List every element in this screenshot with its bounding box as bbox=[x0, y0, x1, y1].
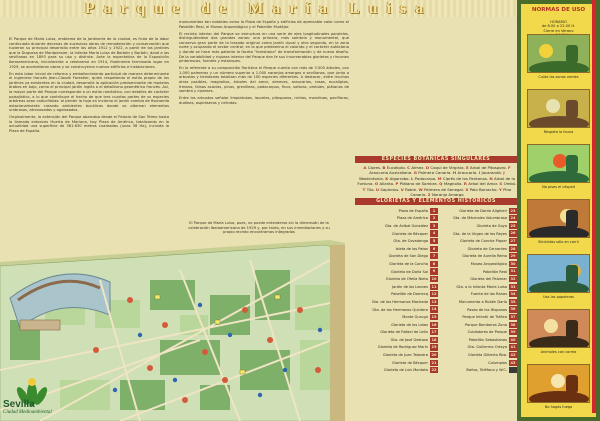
garden-number-badge: 6 bbox=[430, 246, 438, 252]
sidebar-panel bbox=[521, 4, 596, 417]
garden-name: Glorieta de Goya bbox=[476, 223, 507, 228]
sidebar-title: NORMAS DE USO bbox=[531, 7, 586, 13]
species-item bbox=[407, 165, 426, 170]
garden-number-badge: 37 bbox=[510, 315, 516, 320]
species-name: Arbol de Pitosporo. bbox=[470, 165, 508, 170]
table-row bbox=[359, 306, 517, 314]
table-row bbox=[359, 283, 517, 291]
garden-entry bbox=[438, 268, 517, 274]
species-letter: E bbox=[466, 165, 471, 170]
species-name: Sapindus. bbox=[380, 186, 401, 192]
species-item bbox=[439, 181, 464, 186]
garden-entry bbox=[438, 314, 517, 320]
rule-illustration bbox=[527, 34, 590, 73]
rule-caption: Bicicletas sólo en carril bbox=[538, 240, 579, 244]
garden-number-badge: 43 bbox=[510, 360, 516, 365]
garden-name: Gta. a la Infanta María Luisa bbox=[456, 284, 507, 289]
garden-entry bbox=[359, 276, 438, 282]
sidebar-hours: HORARIO de 8.00 a 22.00 H. Cierre en Verano bbox=[541, 20, 576, 33]
garden-number-badge: 41 bbox=[510, 345, 516, 350]
garden-entry bbox=[438, 253, 517, 259]
garden-entry bbox=[359, 352, 438, 358]
species-item bbox=[464, 181, 500, 186]
table-row bbox=[359, 366, 517, 374]
garden-name: Glorieta de Cervantes bbox=[467, 246, 507, 251]
species-item bbox=[385, 176, 411, 181]
species-name: Eucalipto. bbox=[386, 165, 408, 170]
garden-number-badge: 14 bbox=[431, 307, 437, 312]
species-name: Ailanto. bbox=[379, 181, 396, 187]
garden-entry bbox=[438, 223, 517, 229]
species-letter: T bbox=[362, 186, 367, 192]
species-item bbox=[438, 176, 490, 181]
garden-number-badge: 30 bbox=[510, 261, 516, 266]
species-name: Roble. bbox=[405, 186, 419, 192]
garden-entry bbox=[359, 360, 438, 366]
logo-word: Sevilla bbox=[3, 399, 35, 410]
species-item bbox=[418, 187, 465, 192]
garden-name: Gta. de la Virgen de los Reyes bbox=[453, 231, 507, 236]
table-row bbox=[359, 291, 517, 299]
garden-name: Glorieta de San Diego bbox=[388, 254, 428, 259]
garden-number-badge: 27 bbox=[510, 239, 516, 244]
garden-entry bbox=[438, 284, 517, 290]
garden-number-badge: 32 bbox=[510, 277, 516, 282]
garden-name: Pabellón Real bbox=[482, 269, 507, 274]
species-name: Coquí de Virginia. bbox=[430, 165, 466, 170]
species-name: Washintonia. bbox=[358, 175, 386, 181]
species-letter: K bbox=[385, 175, 390, 181]
species-letter: P bbox=[395, 181, 400, 187]
table-row bbox=[359, 336, 517, 344]
rule-illustration bbox=[527, 254, 590, 293]
table-row bbox=[359, 298, 517, 306]
table-row bbox=[359, 245, 517, 253]
garden-entry bbox=[359, 306, 438, 312]
species-letter: B bbox=[382, 165, 387, 170]
garden-name: Gta. de José Gestoso bbox=[390, 337, 428, 342]
garden-name: Gta. de los Hermanos Quintero bbox=[372, 307, 428, 312]
species-name: Arbol de la Fortuna. bbox=[357, 175, 516, 187]
garden-name: Glorieta de Rodríguez Marín bbox=[377, 345, 428, 350]
table-row bbox=[359, 329, 517, 337]
garden-entry bbox=[438, 208, 517, 214]
paragraph: El Parque de María Luisa, emblema de la Jardinería de la ciudad, es fruto de la labor continuada durante decenas de sucesivas obras de remodelación y conservación que tuvieron su principal desarrollo entre los años 1912 y 1922, a partir de los jardines que la Duquesa de Montpensier, la Infanta María Luisa de Borbón y Borbón, donó a los sevillanos en 1893 para su uso y disfrute. Ante la expectativa de la Exposición Iberoamericana, inicialmente a celebrarse en 1914, finalmente terminada lugar en 1929, se acometieron obras y se construyeron nuevos edificios e instalaciones. bbox=[9, 37, 169, 69]
species-name: Araucaria. bbox=[457, 170, 479, 176]
garden-entry bbox=[359, 337, 438, 343]
garden-name: Baños, Teléfono y W.C. bbox=[466, 368, 507, 373]
garden-entry bbox=[359, 322, 438, 328]
garden-entry bbox=[438, 367, 517, 373]
garden-number-badge: 23 bbox=[510, 208, 516, 213]
garden-entry bbox=[438, 306, 517, 312]
rule-illustration bbox=[527, 199, 590, 238]
species-letter: R bbox=[463, 181, 469, 187]
table-row bbox=[359, 237, 517, 245]
paragraph: En esta labor inicial de reforma y embellecimiento participó de manera determinante el ingeniero francés Jean-Claude Forestier, quien respetando el estilo propio de los jardines ya existentes en la ciudad, desarrolló la aplicación predominante de modelos árabes en bajo, como el principal jardín inglés o el detallismo geométrico francés. Así, la mayor parte del Parque corresponde a un estilo romántico, con detalles de carácter paisajístico, a lo que contribuye el hecho de que tres cuartas partes de su especies arbóreas sean caducifolias: al perder la hoja en invierno el jardín cambia de fisonomía estacionalmente creando ambientes bucólicos donde se alternan elementos umbrosos, atronosados y agolosados. bbox=[9, 71, 169, 113]
table-row bbox=[359, 344, 517, 352]
garden-entry bbox=[359, 223, 438, 229]
intro-text: El Parque de María Luisa, pues, no puede entenderse sin la dimensión de la celebración Iberoamericana de 1929 y, por tanto, en sus inmediaciones y su propio recinto encontramos integrados bbox=[188, 221, 330, 235]
garden-number-badge: 26 bbox=[510, 231, 516, 236]
species-letter: L bbox=[410, 175, 415, 181]
garden-name: Plaza de América bbox=[396, 216, 428, 221]
garden-entry bbox=[438, 261, 517, 267]
garden-name: Plaza de España bbox=[398, 208, 428, 213]
table-row bbox=[359, 268, 517, 276]
species-letter: F bbox=[507, 165, 511, 170]
garden-number-badge: 5 bbox=[430, 238, 438, 244]
garden-name: Glorieta del Palomar bbox=[470, 277, 507, 282]
garden-entry bbox=[438, 230, 517, 236]
garden-number-badge: 39 bbox=[510, 330, 516, 335]
paragraph: Entre los arbustos señalar limpiatubos, laureles, pitosporos, mirtos, mandinas, pacifloras, dudleas, aspidiseras y celindas. bbox=[179, 96, 349, 105]
garden-number-badge: 1 bbox=[430, 208, 438, 214]
species-name: Almez. bbox=[411, 165, 426, 170]
species-letter: X bbox=[465, 186, 470, 192]
garden-number-badge: 9 bbox=[430, 268, 438, 274]
species-item bbox=[414, 170, 453, 175]
species-name: Araucaria Australiana. bbox=[369, 170, 414, 176]
garden-name: Pabellón Sebastianos bbox=[468, 337, 507, 342]
species-letter: H bbox=[452, 170, 458, 176]
species-item bbox=[465, 187, 499, 192]
garden-name: Fuente de los Ranas bbox=[470, 292, 507, 297]
garden-name: Glorieta de Bécquer bbox=[392, 360, 428, 365]
table-row bbox=[359, 215, 517, 223]
garden-entry bbox=[438, 344, 517, 350]
species-name: Palo Borracho. bbox=[469, 186, 499, 192]
garden-entry bbox=[359, 284, 438, 290]
garden-entry bbox=[438, 291, 517, 297]
garden-number-badge: 17 bbox=[431, 330, 437, 335]
species-name: Ombú. bbox=[503, 181, 517, 187]
species-letter: W bbox=[418, 186, 425, 192]
garden-name: Glorieta de Doña Sol bbox=[390, 269, 428, 274]
garden-entry bbox=[359, 215, 438, 221]
side-ribbon bbox=[592, 0, 596, 413]
rule-illustration bbox=[527, 89, 590, 128]
garden-name: Monte Gurugú bbox=[402, 315, 428, 320]
garden-entry bbox=[438, 360, 517, 366]
species-item bbox=[376, 187, 401, 192]
table-row bbox=[359, 351, 517, 359]
garden-name: Glorieta de los Lotos bbox=[391, 322, 428, 327]
garden-number-badge: 24 bbox=[510, 216, 516, 221]
garden-name: Gta. de Covadonga bbox=[393, 239, 428, 244]
garden-number-badge: 38 bbox=[510, 322, 516, 327]
garden-entry bbox=[359, 208, 438, 214]
right-text-column bbox=[179, 20, 349, 108]
garden-number-badge: 3 bbox=[430, 223, 438, 229]
species-item bbox=[466, 165, 508, 170]
species-name: Arbol del Amor. bbox=[468, 181, 500, 187]
rule-caption: Cuida las zonas verdes bbox=[538, 75, 579, 79]
species-letter: Q bbox=[439, 181, 444, 187]
garden-entry bbox=[359, 230, 438, 236]
garden-number-badge: 28 bbox=[510, 246, 516, 251]
rule-illustration bbox=[527, 364, 590, 403]
table-row bbox=[359, 260, 517, 268]
garden-name: Glorieta de Aurelia Reina bbox=[462, 254, 507, 259]
table-row bbox=[359, 230, 517, 238]
garden-name: Glorieta de la Concha bbox=[389, 261, 428, 266]
table-row bbox=[359, 207, 517, 215]
garden-name: Pabellón de Domecq bbox=[391, 292, 428, 297]
species-letter: J bbox=[503, 170, 505, 176]
species-list bbox=[357, 165, 517, 197]
species-item bbox=[426, 165, 466, 170]
garden-entry bbox=[438, 329, 517, 335]
garden-number-badge: 29 bbox=[510, 254, 516, 259]
garden-number-badge: 7 bbox=[430, 253, 438, 259]
garden-number-badge: 35 bbox=[510, 299, 516, 304]
species-item bbox=[479, 170, 504, 175]
garden-number-badge: 10 bbox=[431, 277, 437, 282]
garden-number-badge: 33 bbox=[510, 284, 516, 289]
garden-name: Isleta de los Patos bbox=[395, 246, 428, 251]
garden-entry bbox=[438, 238, 517, 244]
garden-name: Museo Arqueológico bbox=[470, 261, 507, 266]
garden-entry bbox=[359, 261, 438, 267]
table-row bbox=[359, 222, 517, 230]
garden-number-badge: 42 bbox=[510, 352, 516, 357]
species-name: Tilo. bbox=[366, 186, 376, 192]
species-name: Magnolio. bbox=[443, 181, 464, 187]
garden-number-badge: 12 bbox=[431, 292, 437, 297]
garden-name: Glorieta de Luis Montoto bbox=[383, 368, 428, 373]
species-name: Palmera de Senegal. bbox=[424, 186, 466, 192]
garden-number-badge: 4 bbox=[430, 230, 438, 236]
rule-illustration bbox=[527, 309, 590, 348]
garden-name: Glorieta Gilberto Rbo. bbox=[468, 353, 507, 358]
garden-name: Parque Infantil de Tráfico bbox=[462, 315, 507, 320]
species-letter: Z bbox=[427, 192, 432, 198]
species-letter: V bbox=[400, 186, 406, 192]
garden-entry bbox=[359, 246, 438, 252]
table-row bbox=[359, 253, 517, 261]
table-row bbox=[359, 321, 517, 329]
species-letter: Y bbox=[498, 186, 504, 192]
species-letter: G bbox=[413, 170, 419, 176]
species-item bbox=[363, 187, 376, 192]
garden-name: Gta. Guillermo Orteya bbox=[467, 345, 507, 350]
garden-number-badge: 13 bbox=[431, 299, 437, 304]
garden-name: Parque Bomberos Zona bbox=[465, 322, 507, 327]
rule-caption: Respeta la fauna bbox=[543, 130, 574, 134]
garden-number-badge: 20 bbox=[431, 352, 437, 357]
garden-entry bbox=[438, 299, 517, 305]
garden-number-badge: 34 bbox=[510, 292, 516, 297]
species-item bbox=[395, 181, 439, 186]
species-name: Pino Canario. bbox=[410, 186, 512, 198]
species-item bbox=[453, 170, 479, 175]
garden-name: Glorieta de Juan Talavera bbox=[382, 353, 428, 358]
garden-name: Gta. de Aníbal González bbox=[384, 223, 428, 228]
gardens-table bbox=[359, 207, 517, 374]
garden-number-badge: 36 bbox=[510, 307, 516, 312]
species-letter: U bbox=[375, 186, 381, 192]
species-name: Palmera Canaria. bbox=[418, 170, 453, 176]
species-letter: O bbox=[374, 181, 380, 187]
garden-number-badge: 19 bbox=[431, 345, 437, 350]
garden-entry bbox=[438, 215, 517, 221]
garden-entry bbox=[359, 268, 438, 274]
table-row bbox=[359, 275, 517, 283]
garden-name: Cuidadores de Parque bbox=[467, 330, 507, 335]
species-name: Naranjo Amargo bbox=[431, 192, 464, 198]
garden-entry bbox=[438, 352, 517, 358]
garden-number-badge: 16 bbox=[431, 322, 437, 327]
garden-name: Glorieta de Concha Piquer bbox=[460, 239, 507, 244]
garden-name: Glorieta de Dante Alighieri bbox=[459, 208, 507, 213]
species-item bbox=[363, 165, 382, 170]
garden-name: Columpios bbox=[488, 360, 507, 365]
garden-name: Monumento a Rubén Darío bbox=[458, 299, 507, 304]
species-item bbox=[401, 187, 419, 192]
paragraph: monumentos tan notables como la Plaza de España y edificios de apreciable valor como el Pabellón Real, el Museo Arqueológico y el Pabellón Mudéjar. bbox=[179, 20, 349, 29]
species-name: Algarrobo. bbox=[389, 175, 411, 181]
garden-entry bbox=[359, 314, 438, 320]
garden-entry bbox=[438, 322, 517, 328]
rule-caption: No hagas fuego bbox=[544, 405, 573, 409]
species-letter: A bbox=[363, 165, 368, 170]
page-title: Parque de María Luisa bbox=[84, 0, 433, 17]
garden-number-badge: 21 bbox=[431, 360, 437, 365]
garden-name: Paseo de los Hispanos bbox=[467, 307, 507, 312]
species-letter: C bbox=[407, 165, 412, 170]
garden-number-badge: 2 bbox=[430, 215, 438, 221]
logo-subtitle: Ciudad Medioambiental bbox=[3, 410, 52, 415]
garden-name: Gta. de Mármoles Volumbroso bbox=[452, 216, 507, 221]
garden-entry bbox=[359, 299, 438, 305]
garden-number-badge: 8 bbox=[430, 261, 438, 267]
species-letter: M bbox=[437, 175, 443, 181]
paragraph: Originalmente, la extensión del Parque abarcaba desde el Palacio de San Telmo hasta la llamada entonces Huerta de Mariana, hoy Plaza de América, totalizando en la actualidad una superficie de 381.630 metros cuadrados (unas 38 Ha), incluida la Plaza de España. bbox=[9, 115, 169, 134]
rule-illustration bbox=[527, 144, 590, 183]
species-name: Podocarpo. bbox=[414, 175, 438, 181]
garden-number-badge: 18 bbox=[431, 337, 437, 342]
species-item bbox=[499, 181, 516, 186]
species-name: Plátano de Sombra. bbox=[399, 181, 440, 187]
species-letter: N bbox=[489, 175, 495, 181]
species-item bbox=[428, 192, 464, 197]
rule-caption: Animales con correa bbox=[540, 350, 577, 354]
garden-entry bbox=[359, 291, 438, 297]
species-item bbox=[411, 176, 438, 181]
garden-name: Glorieta de Bécquer bbox=[392, 231, 428, 236]
garden-number-badge: 15 bbox=[431, 315, 437, 320]
garden-entry bbox=[438, 246, 517, 252]
garden-entry bbox=[359, 329, 438, 335]
garden-number-badge bbox=[509, 367, 517, 373]
species-header: ESPECIES BOTÁNICAS SINGULARES bbox=[355, 156, 517, 163]
garden-name: Gta. de los Hermanos Machado bbox=[371, 299, 428, 304]
garden-entry bbox=[359, 238, 438, 244]
garden-number-badge: 11 bbox=[431, 284, 437, 289]
paragraph: El recinto interior del Parque se estructura en una serie de ejes longitudinales paralelos, distinguiéndose dos grandes zonas: una primera, más sombría y monumental, que conserva gran parte de la trazado original como jardín ducal y otra segunda, en la zona norte y ocupando el sector central, en la que predomina el colorido y el carácter autóctono y donde se hace más patente la faceta "forestiana" de transformación y de nuevo diseño. De la variabilidad y riqueza interior del Parque dan fe sus innumerables glorietas y rincones pintorescos, fuentes y estanques. bbox=[179, 31, 349, 64]
gardens-header: GLORIETAS Y ELEMENTOS HISTÓRICOS bbox=[355, 198, 517, 205]
table-row bbox=[359, 359, 517, 367]
garden-name: Glorieta de Rafael de León bbox=[380, 330, 428, 335]
species-name: Ciprés de los Pantanos. bbox=[442, 175, 490, 181]
table-row bbox=[359, 313, 517, 321]
species-letter: D bbox=[425, 165, 431, 170]
garden-entry bbox=[359, 367, 438, 373]
species-item bbox=[375, 181, 396, 186]
species-item bbox=[382, 165, 407, 170]
paragraph: En lo referente a su composición florística el Parque cuenta con más de 3.500 árboles, con 1.000 palmeras y un número superior a 1.000 naranjos amargos o sevillanos, que junto a arbustos y herbáceas totalizan más de 100 especies diferentes. A destacar, entre muchas otras posibles, magnolios, árboles del amor, almeces, araucarias, rosas, eucaliptos, fresnos, falsos acacias, pinos, grevilleas, podocarpus, ficus, soforas, ombúes, plátanos de sombra y cipreses. bbox=[179, 66, 349, 94]
garden-entry bbox=[438, 337, 517, 343]
garden-name: Jardín de los Leones bbox=[392, 284, 428, 289]
garden-entry bbox=[359, 344, 438, 350]
garden-name: Glorieta de Ofelia Nieto bbox=[385, 277, 428, 282]
garden-entry bbox=[438, 276, 517, 282]
garden-number-badge: 40 bbox=[510, 337, 516, 342]
species-name: Jacarandá. bbox=[481, 170, 504, 176]
garden-entry bbox=[359, 253, 438, 259]
species-letter: S bbox=[499, 181, 504, 187]
garden-number-badge: 31 bbox=[510, 269, 516, 274]
species-name: Cipres. bbox=[367, 165, 383, 170]
garden-number-badge: 25 bbox=[510, 223, 516, 228]
left-text-column bbox=[9, 37, 169, 136]
rule-caption: Usa las papeleras bbox=[543, 295, 574, 299]
usage-rules-sidebar bbox=[517, 0, 600, 421]
species-letter: I bbox=[478, 170, 482, 176]
garden-number-badge: 22 bbox=[431, 368, 437, 373]
rule-caption: No pises el césped bbox=[542, 185, 575, 189]
